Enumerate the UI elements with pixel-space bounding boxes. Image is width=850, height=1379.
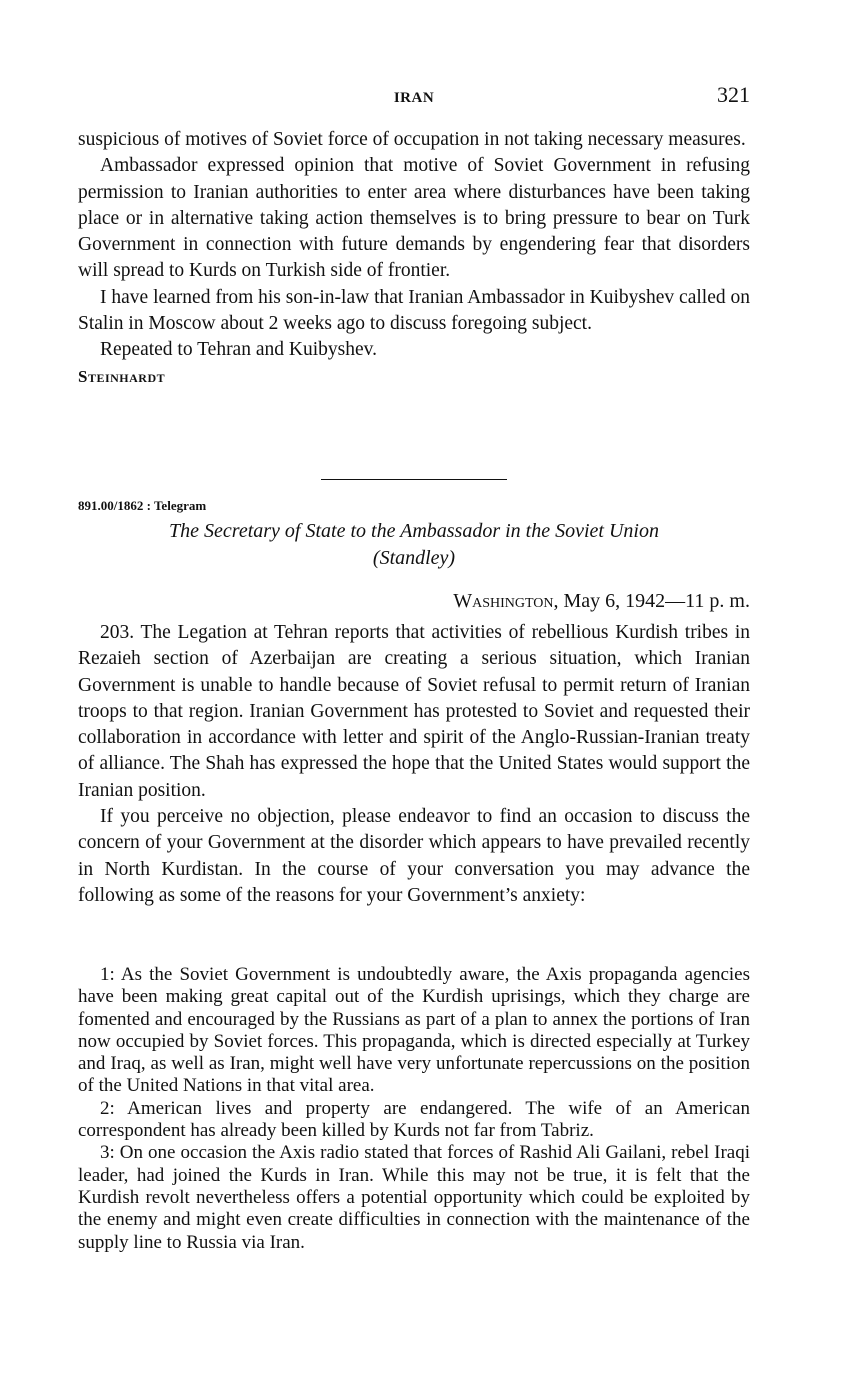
telegram-body xyxy=(78,620,750,909)
document-title xyxy=(78,518,750,572)
paragraph: suspicious of motives of Soviet force of occupation in not taking necessary measures. xyxy=(78,129,746,150)
page-header xyxy=(78,82,750,112)
dateline-place: Washington, xyxy=(453,590,559,612)
document-title-recipient: (Standley) xyxy=(372,547,456,569)
document-title-line: The Secretary of State to the Ambassador in the Soviet Union xyxy=(169,520,659,542)
previous-document-continuation xyxy=(78,127,750,390)
paragraph: I have learned from his son-in-law that Iranian Ambassador in Kuibyshev called on Stalin in Moscow about 2 weeks ago to discuss foregoing subject. xyxy=(78,286,750,335)
page-number: 321 xyxy=(717,82,750,107)
reasons-list xyxy=(78,964,750,1254)
dateline xyxy=(453,590,750,613)
signature: Steinhardt xyxy=(78,366,166,386)
paragraph: Repeated to Tehran and Kuibyshev. xyxy=(100,339,377,361)
reason-item: 3: On one occasion the Axis radio stated that forces of Rashid Ali Gailani, rebel Iraqi leader, had joined the Kurds in Iran. While this may not be true, it is felt that the Kurdish revolt nevertheless offers a potential opportunity which could be exploited by the enemy and might even create difficulties in connection with the maintenance of the supply line to Russia via Iran. xyxy=(78,1142,750,1253)
dateline-date: May 6, 1942—11 p. m. xyxy=(558,590,750,612)
document-reference: 891.00/1862 : Telegram xyxy=(78,498,207,513)
running-head: IRAN xyxy=(393,90,435,106)
reason-item: 2: American lives and property are endangered. The wife of an American correspondent has already been killed by Kurds not far from Tabriz. xyxy=(78,1097,750,1142)
paragraph: Ambassador expressed opinion that motive of Soviet Government in refusing permission to Iranian authorities to enter area where disturbances have been taking place or in alternative taking action themselves is to bring pressure to bear on Turk Government in connection with future demands by engendering fear that disorders will spread to Kurds on Turkish side of frontier. xyxy=(78,155,750,282)
paragraph: If you perceive no objection, please endeavor to find an occasion to discuss the concern of your Government at the disorder which appears to have prevailed recently in North Kurdistan. In the course of your conversation you may advance the following as some of the reasons for your Government’s anxiety: xyxy=(78,806,750,906)
reason-item: 1: As the Soviet Government is undoubtedly aware, the Axis propaganda agencies have been making great capital out of the Kurdish uprisings, which they charge are fomented and encouraged by the Russians as part of a plan to annex the portions of Iran now occupied by Soviet forces. This propaganda, which is directed especially at Turkey and Iraq, as well as Iran, might well have very unfortunate repercussions on the position of the United Nations in that vital area. xyxy=(78,964,750,1097)
section-divider xyxy=(321,479,507,480)
paragraph: 203. The Legation at Tehran reports that activities of rebellious Kurdish tribes in Rezaieh section of Azerbaijan are creating a serious situation, which Iranian Government is unable to handle because of Soviet refusal to permit return of Iranian troops to that region. Iranian Government has protested to Soviet and requested their collaboration in accordance with letter and spirit of the Anglo-Russian-Iranian treaty of alliance. The Shah has expressed the hope that the United States would support the Iranian position. xyxy=(78,622,750,801)
